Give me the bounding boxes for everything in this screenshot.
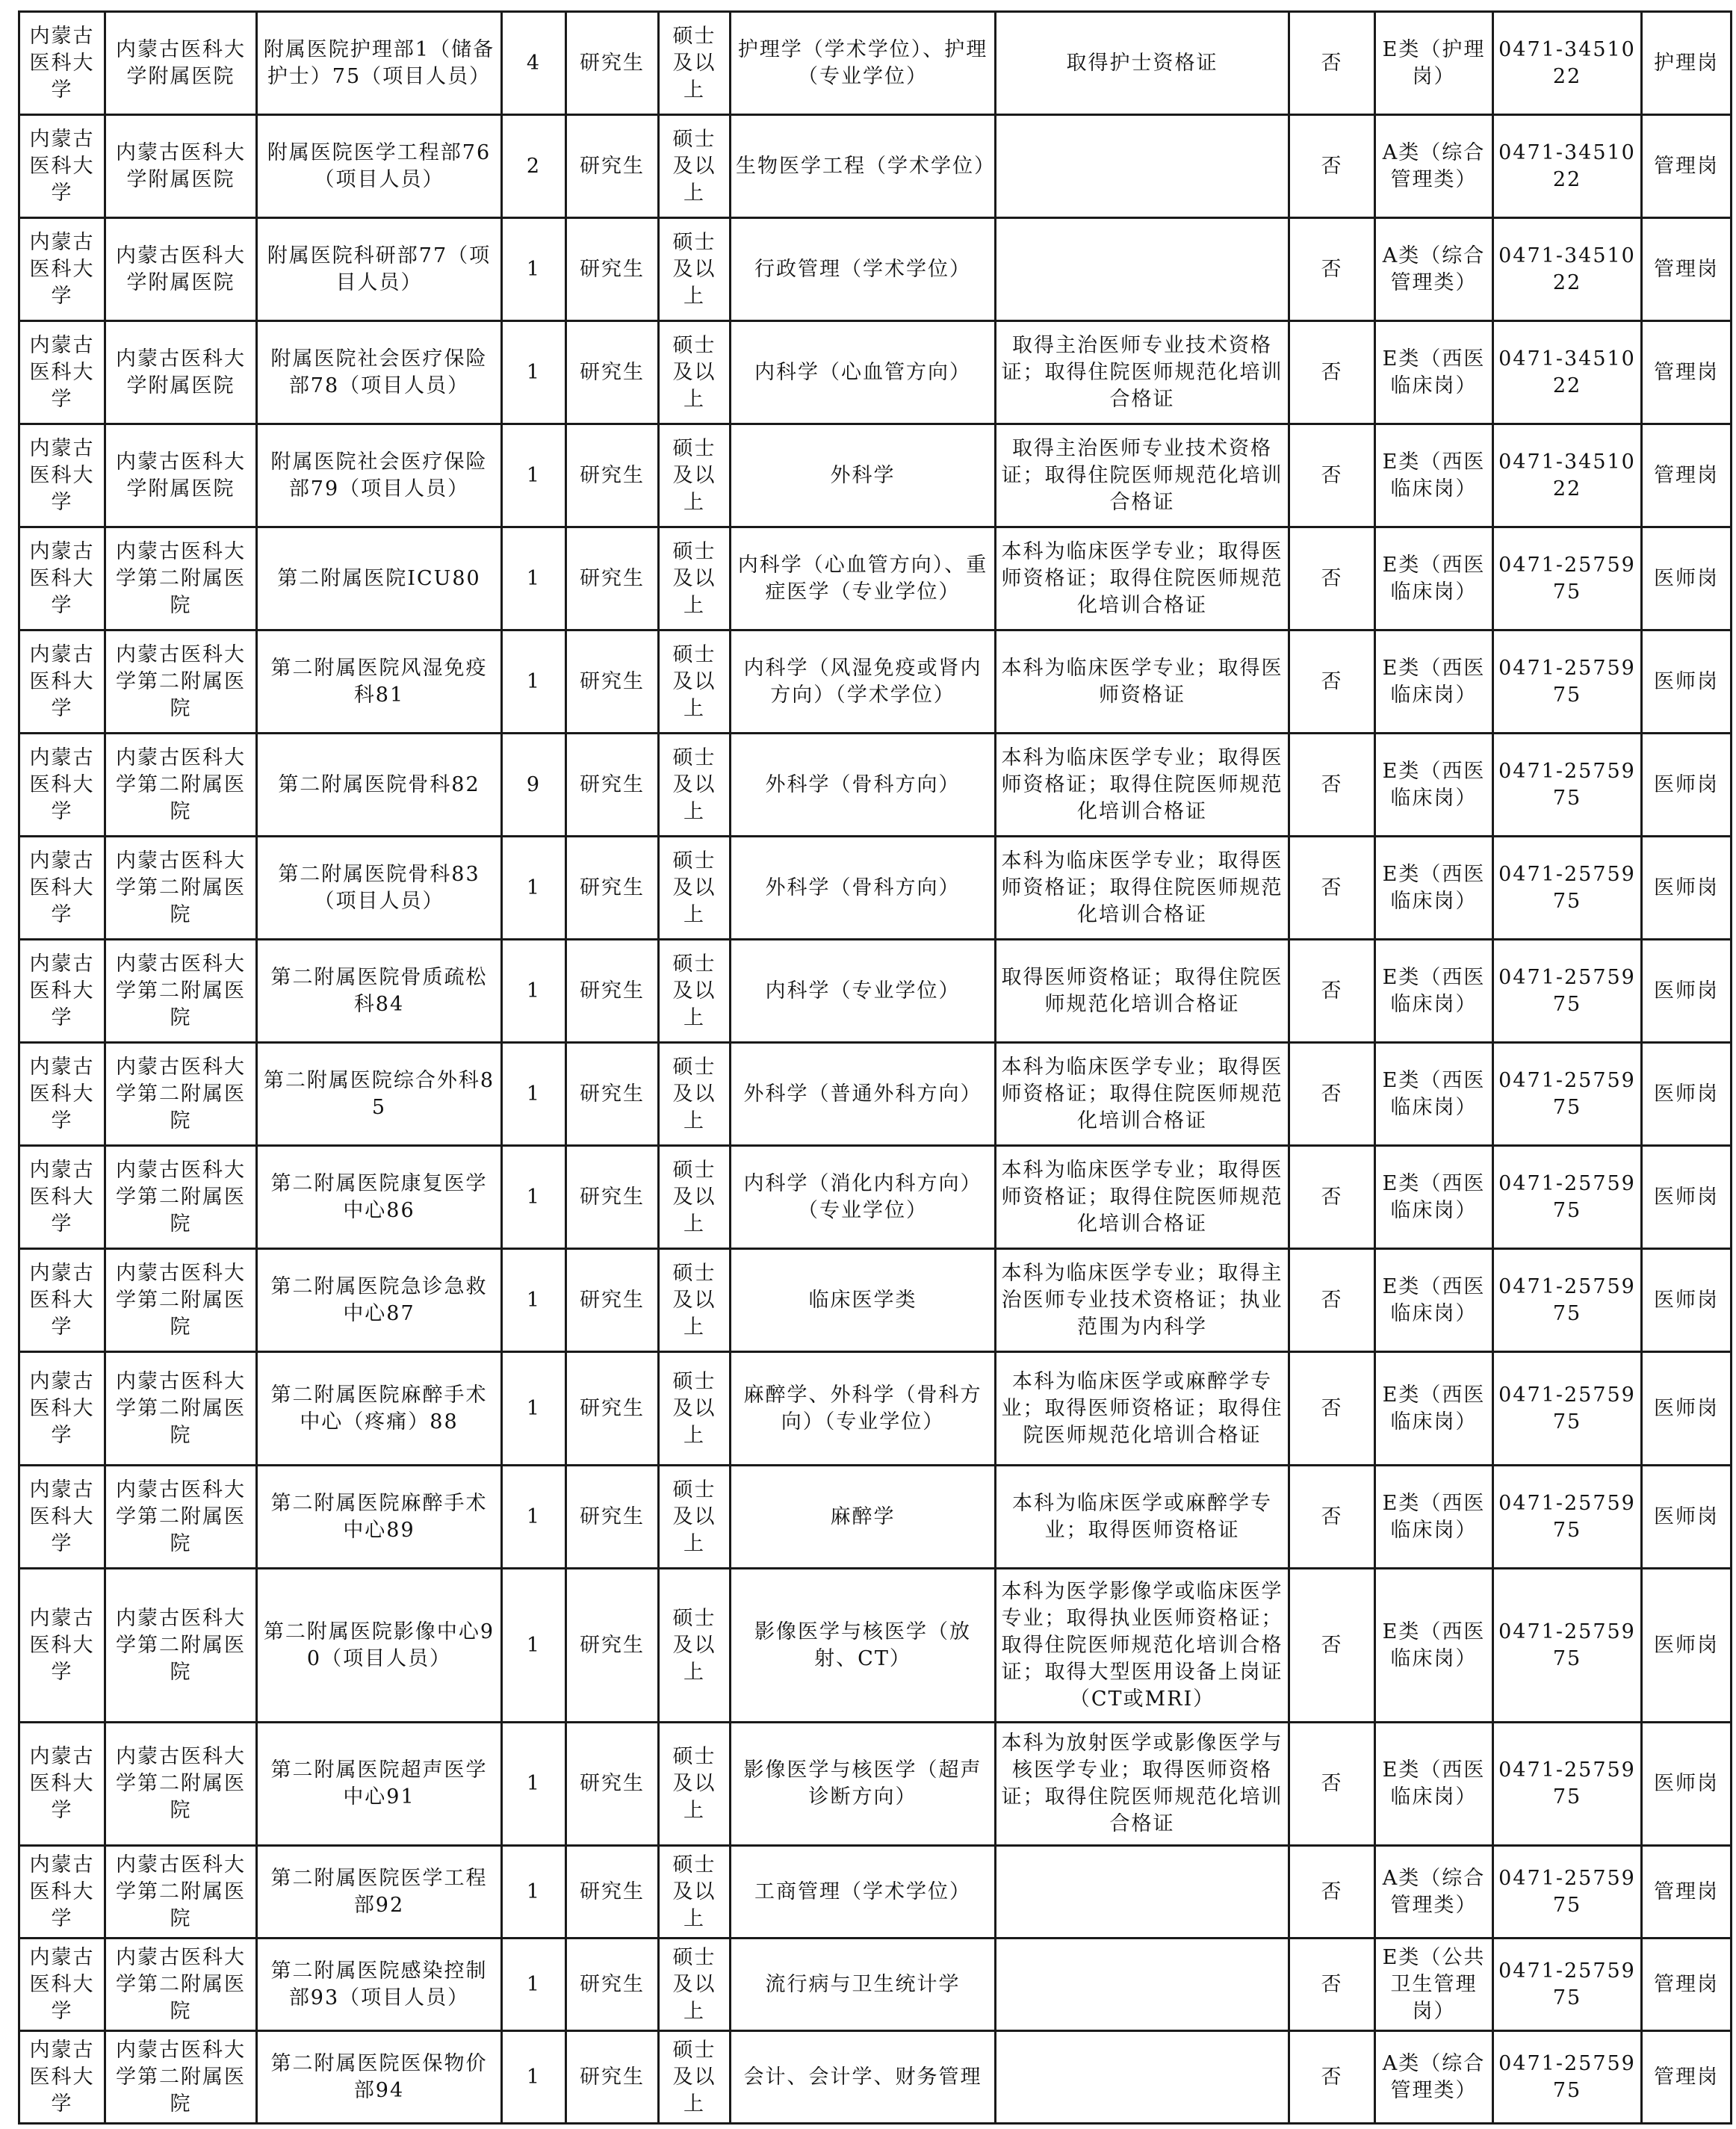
exam-category-cell: A类（综合管理类） [1375,1846,1493,1939]
headcount-cell: 1 [502,424,566,527]
phone-cell: 0471-2575975 [1493,1146,1642,1249]
unit-cell: 内蒙古医科大学 [19,734,105,837]
department-cell: 内蒙古医科大学第二附属医院 [105,1043,257,1146]
post-name-cell: 第二附属医院急诊急救中心87 [257,1249,502,1352]
headcount-cell: 1 [502,1043,566,1146]
fixed-term-cell: 否 [1289,1569,1375,1723]
headcount-cell: 1 [502,1846,566,1939]
headcount-cell: 1 [502,321,566,424]
exam-category-cell: E类（护理岗） [1375,12,1493,115]
unit-cell: 内蒙古医科大学 [19,1466,105,1569]
fixed-term-cell: 否 [1289,630,1375,734]
unit-cell: 内蒙古医科大学 [19,1043,105,1146]
fixed-term-cell: 否 [1289,1723,1375,1846]
department-cell: 内蒙古医科大学附属医院 [105,12,257,115]
education-cell: 研究生 [566,321,659,424]
post-name-cell: 第二附属医院医学工程部92 [257,1846,502,1939]
major-cell: 护理学（学术学位）、护理（专业学位） [731,12,996,115]
phone-cell: 0471-2575975 [1493,2031,1642,2124]
degree-cell: 硕士及以上 [659,12,731,115]
post-name-cell: 第二附属医院麻醉手术中心89 [257,1466,502,1569]
post-type-cell: 医师岗 [1642,527,1732,630]
post-type-cell: 医师岗 [1642,734,1732,837]
department-cell: 内蒙古医科大学第二附属医院 [105,630,257,734]
unit-cell: 内蒙古医科大学 [19,1146,105,1249]
phone-cell: 0471-2575975 [1493,1939,1642,2031]
table-row [19,1846,1732,1939]
other-requirements-cell [996,1846,1289,1939]
department-cell: 内蒙古医科大学附属医院 [105,424,257,527]
phone-cell: 0471-3451022 [1493,424,1642,527]
education-cell: 研究生 [566,115,659,218]
headcount-cell: 1 [502,527,566,630]
post-type-cell: 医师岗 [1642,1466,1732,1569]
headcount-cell: 2 [502,115,566,218]
exam-category-cell: A类（综合管理类） [1375,115,1493,218]
department-cell: 内蒙古医科大学第二附属医院 [105,1466,257,1569]
table-row [19,1146,1732,1249]
education-cell: 研究生 [566,630,659,734]
major-cell: 外科学（骨科方向） [731,734,996,837]
fixed-term-cell: 否 [1289,1939,1375,2031]
headcount-cell: 1 [502,1352,566,1466]
unit-cell: 内蒙古医科大学 [19,1249,105,1352]
other-requirements-cell: 本科为临床医学或麻醉学专业；取得医师资格证；取得住院医师规范化培训合格证 [996,1352,1289,1466]
job-posting-table [18,10,1732,2125]
department-cell: 内蒙古医科大学第二附属医院 [105,1569,257,1723]
department-cell: 内蒙古医科大学附属医院 [105,218,257,321]
post-type-cell: 医师岗 [1642,630,1732,734]
exam-category-cell: E类（西医临床岗） [1375,527,1493,630]
major-cell: 内科学（心血管方向） [731,321,996,424]
table-row [19,321,1732,424]
degree-cell: 硕士及以上 [659,837,731,940]
table-row [19,12,1732,115]
phone-cell: 0471-2575975 [1493,1466,1642,1569]
post-type-cell: 医师岗 [1642,1146,1732,1249]
other-requirements-cell: 本科为医学影像学或临床医学专业；取得执业医师资格证；取得住院医师规范化培训合格证；取得大型医用设备上岗证（CT或MRI） [996,1569,1289,1723]
other-requirements-cell: 本科为临床医学专业；取得医师资格证；取得住院医师规范化培训合格证 [996,1146,1289,1249]
unit-cell: 内蒙古医科大学 [19,1723,105,1846]
major-cell: 行政管理（学术学位） [731,218,996,321]
other-requirements-cell: 本科为临床医学专业；取得医师资格证；取得住院医师规范化培训合格证 [996,527,1289,630]
fixed-term-cell: 否 [1289,1846,1375,1939]
phone-cell: 0471-3451022 [1493,321,1642,424]
table-row [19,630,1732,734]
headcount-cell: 1 [502,1723,566,1846]
department-cell: 内蒙古医科大学第二附属医院 [105,2031,257,2124]
post-type-cell: 医师岗 [1642,1043,1732,1146]
table-row [19,424,1732,527]
degree-cell: 硕士及以上 [659,1939,731,2031]
department-cell: 内蒙古医科大学第二附属医院 [105,1723,257,1846]
unit-cell: 内蒙古医科大学 [19,940,105,1043]
post-name-cell: 附属医院社会医疗保险部78（项目人员） [257,321,502,424]
major-cell: 麻醉学 [731,1466,996,1569]
exam-category-cell: E类（西医临床岗） [1375,1466,1493,1569]
major-cell: 内科学（消化内科方向）（专业学位） [731,1146,996,1249]
post-name-cell: 第二附属医院综合外科85 [257,1043,502,1146]
exam-category-cell: E类（西医临床岗） [1375,1723,1493,1846]
fixed-term-cell: 否 [1289,1146,1375,1249]
fixed-term-cell: 否 [1289,218,1375,321]
fixed-term-cell: 否 [1289,1466,1375,1569]
education-cell: 研究生 [566,940,659,1043]
post-type-cell: 管理岗 [1642,424,1732,527]
post-type-cell: 管理岗 [1642,1846,1732,1939]
phone-cell: 0471-2575975 [1493,1569,1642,1723]
degree-cell: 硕士及以上 [659,527,731,630]
post-type-cell: 医师岗 [1642,1569,1732,1723]
post-type-cell: 医师岗 [1642,1723,1732,1846]
fixed-term-cell: 否 [1289,321,1375,424]
post-name-cell: 第二附属医院超声医学中心91 [257,1723,502,1846]
major-cell: 外科学（骨科方向） [731,837,996,940]
other-requirements-cell: 取得医师资格证；取得住院医师规范化培训合格证 [996,940,1289,1043]
education-cell: 研究生 [566,1352,659,1466]
other-requirements-cell: 取得主治医师专业技术资格证；取得住院医师规范化培训合格证 [996,424,1289,527]
education-cell: 研究生 [566,837,659,940]
other-requirements-cell: 本科为临床医学专业；取得医师资格证；取得住院医师规范化培训合格证 [996,1043,1289,1146]
degree-cell: 硕士及以上 [659,1043,731,1146]
exam-category-cell: E类（西医临床岗） [1375,321,1493,424]
post-name-cell: 附属医院社会医疗保险部79（项目人员） [257,424,502,527]
phone-cell: 0471-3451022 [1493,218,1642,321]
table-row [19,1939,1732,2031]
table-row [19,527,1732,630]
unit-cell: 内蒙古医科大学 [19,1846,105,1939]
degree-cell: 硕士及以上 [659,734,731,837]
fixed-term-cell: 否 [1289,940,1375,1043]
post-name-cell: 第二附属医院医保物价部94 [257,2031,502,2124]
department-cell: 内蒙古医科大学第二附属医院 [105,1939,257,2031]
other-requirements-cell [996,115,1289,218]
exam-category-cell: E类（西医临床岗） [1375,940,1493,1043]
major-cell: 工商管理（学术学位） [731,1846,996,1939]
other-requirements-cell: 本科为临床医学专业；取得医师资格证；取得住院医师规范化培训合格证 [996,837,1289,940]
post-name-cell: 附属医院护理部1（储备护士）75（项目人员） [257,12,502,115]
phone-cell: 0471-2575975 [1493,527,1642,630]
degree-cell: 硕士及以上 [659,218,731,321]
major-cell: 内科学（风湿免疫或肾内方向）（学术学位） [731,630,996,734]
department-cell: 内蒙古医科大学第二附属医院 [105,734,257,837]
unit-cell: 内蒙古医科大学 [19,1939,105,2031]
education-cell: 研究生 [566,1466,659,1569]
phone-cell: 0471-2575975 [1493,1043,1642,1146]
exam-category-cell: E类（西医临床岗） [1375,734,1493,837]
exam-category-cell: A类（综合管理类） [1375,218,1493,321]
headcount-cell: 1 [502,1249,566,1352]
post-type-cell: 医师岗 [1642,940,1732,1043]
post-type-cell: 管理岗 [1642,321,1732,424]
unit-cell: 内蒙古医科大学 [19,837,105,940]
major-cell: 会计、会计学、财务管理 [731,2031,996,2124]
phone-cell: 0471-2575975 [1493,1249,1642,1352]
unit-cell: 内蒙古医科大学 [19,527,105,630]
fixed-term-cell: 否 [1289,424,1375,527]
table-row [19,218,1732,321]
degree-cell: 硕士及以上 [659,1569,731,1723]
table-body [19,12,1732,2124]
unit-cell: 内蒙古医科大学 [19,1352,105,1466]
department-cell: 内蒙古医科大学附属医院 [105,321,257,424]
phone-cell: 0471-2575975 [1493,940,1642,1043]
degree-cell: 硕士及以上 [659,1846,731,1939]
headcount-cell: 1 [502,1146,566,1249]
phone-cell: 0471-2575975 [1493,1352,1642,1466]
degree-cell: 硕士及以上 [659,1466,731,1569]
unit-cell: 内蒙古医科大学 [19,12,105,115]
headcount-cell: 1 [502,940,566,1043]
table-row [19,1043,1732,1146]
education-cell: 研究生 [566,424,659,527]
table-row [19,940,1732,1043]
exam-category-cell: E类（西医临床岗） [1375,1352,1493,1466]
education-cell: 研究生 [566,12,659,115]
exam-category-cell: E类（西医临床岗） [1375,424,1493,527]
degree-cell: 硕士及以上 [659,1723,731,1846]
unit-cell: 内蒙古医科大学 [19,115,105,218]
post-type-cell: 管理岗 [1642,2031,1732,2124]
unit-cell: 内蒙古医科大学 [19,2031,105,2124]
headcount-cell: 1 [502,1466,566,1569]
department-cell: 内蒙古医科大学第二附属医院 [105,940,257,1043]
exam-category-cell: E类（西医临床岗） [1375,1249,1493,1352]
post-name-cell: 第二附属医院康复医学中心86 [257,1146,502,1249]
department-cell: 内蒙古医科大学第二附属医院 [105,527,257,630]
fixed-term-cell: 否 [1289,734,1375,837]
degree-cell: 硕士及以上 [659,115,731,218]
fixed-term-cell: 否 [1289,12,1375,115]
phone-cell: 0471-3451022 [1493,12,1642,115]
degree-cell: 硕士及以上 [659,940,731,1043]
post-type-cell: 管理岗 [1642,1939,1732,2031]
other-requirements-cell: 取得护士资格证 [996,12,1289,115]
headcount-cell: 1 [502,218,566,321]
fixed-term-cell: 否 [1289,1352,1375,1466]
other-requirements-cell: 本科为放射医学或影像医学与核医学专业；取得医师资格证；取得住院医师规范化培训合格证 [996,1723,1289,1846]
phone-cell: 0471-2575975 [1493,837,1642,940]
education-cell: 研究生 [566,527,659,630]
table-row [19,2031,1732,2124]
major-cell: 生物医学工程（学术学位） [731,115,996,218]
headcount-cell: 1 [502,1569,566,1723]
phone-cell: 0471-2575975 [1493,1723,1642,1846]
other-requirements-cell [996,218,1289,321]
education-cell: 研究生 [566,1846,659,1939]
fixed-term-cell: 否 [1289,1043,1375,1146]
post-name-cell: 第二附属医院骨质疏松科84 [257,940,502,1043]
other-requirements-cell: 本科为临床医学或麻醉学专业；取得医师资格证 [996,1466,1289,1569]
department-cell: 内蒙古医科大学附属医院 [105,115,257,218]
post-name-cell: 第二附属医院风湿免疫科81 [257,630,502,734]
unit-cell: 内蒙古医科大学 [19,321,105,424]
post-type-cell: 医师岗 [1642,837,1732,940]
exam-category-cell: E类（西医临床岗） [1375,1569,1493,1723]
degree-cell: 硕士及以上 [659,2031,731,2124]
unit-cell: 内蒙古医科大学 [19,630,105,734]
department-cell: 内蒙古医科大学第二附属医院 [105,1846,257,1939]
other-requirements-cell [996,1939,1289,2031]
headcount-cell: 1 [502,1939,566,2031]
headcount-cell: 1 [502,837,566,940]
education-cell: 研究生 [566,734,659,837]
fixed-term-cell: 否 [1289,115,1375,218]
phone-cell: 0471-2575975 [1493,734,1642,837]
degree-cell: 硕士及以上 [659,1352,731,1466]
other-requirements-cell: 取得主治医师专业技术资格证；取得住院医师规范化培训合格证 [996,321,1289,424]
post-name-cell: 第二附属医院感染控制部93（项目人员） [257,1939,502,2031]
fixed-term-cell: 否 [1289,1249,1375,1352]
other-requirements-cell [996,2031,1289,2124]
major-cell: 影像医学与核医学（超声诊断方向） [731,1723,996,1846]
exam-category-cell: E类（西医临床岗） [1375,1043,1493,1146]
education-cell: 研究生 [566,1146,659,1249]
headcount-cell: 9 [502,734,566,837]
fixed-term-cell: 否 [1289,527,1375,630]
headcount-cell: 4 [502,12,566,115]
education-cell: 研究生 [566,1723,659,1846]
education-cell: 研究生 [566,218,659,321]
education-cell: 研究生 [566,2031,659,2124]
major-cell: 影像医学与核医学（放射、CT） [731,1569,996,1723]
exam-category-cell: E类（西医临床岗） [1375,630,1493,734]
major-cell: 外科学 [731,424,996,527]
other-requirements-cell: 本科为临床医学专业；取得医师资格证；取得住院医师规范化培训合格证 [996,734,1289,837]
department-cell: 内蒙古医科大学第二附属医院 [105,837,257,940]
post-name-cell: 第二附属医院骨科83（项目人员） [257,837,502,940]
post-type-cell: 护理岗 [1642,12,1732,115]
education-cell: 研究生 [566,1569,659,1723]
degree-cell: 硕士及以上 [659,1146,731,1249]
post-name-cell: 第二附属医院影像中心90（项目人员） [257,1569,502,1723]
post-name-cell: 第二附属医院ICU80 [257,527,502,630]
degree-cell: 硕士及以上 [659,321,731,424]
post-name-cell: 附属医院科研部77（项目人员） [257,218,502,321]
degree-cell: 硕士及以上 [659,1249,731,1352]
table-row [19,1249,1732,1352]
exam-category-cell: E类（公共卫生管理岗） [1375,1939,1493,2031]
headcount-cell: 1 [502,2031,566,2124]
unit-cell: 内蒙古医科大学 [19,1569,105,1723]
table-row [19,1723,1732,1846]
degree-cell: 硕士及以上 [659,630,731,734]
unit-cell: 内蒙古医科大学 [19,424,105,527]
phone-cell: 0471-3451022 [1493,115,1642,218]
department-cell: 内蒙古医科大学第二附属医院 [105,1352,257,1466]
department-cell: 内蒙古医科大学第二附属医院 [105,1249,257,1352]
post-name-cell: 附属医院医学工程部76（项目人员） [257,115,502,218]
table-row [19,1466,1732,1569]
major-cell: 流行病与卫生统计学 [731,1939,996,2031]
other-requirements-cell: 本科为临床医学专业；取得主治医师专业技术资格证；执业范围为内科学 [996,1249,1289,1352]
education-cell: 研究生 [566,1043,659,1146]
degree-cell: 硕士及以上 [659,424,731,527]
post-type-cell: 管理岗 [1642,218,1732,321]
post-type-cell: 医师岗 [1642,1249,1732,1352]
headcount-cell: 1 [502,630,566,734]
major-cell: 麻醉学、外科学（骨科方向）（专业学位） [731,1352,996,1466]
post-type-cell: 医师岗 [1642,1352,1732,1466]
post-name-cell: 第二附属医院骨科82 [257,734,502,837]
other-requirements-cell: 本科为临床医学专业；取得医师资格证 [996,630,1289,734]
post-name-cell: 第二附属医院麻醉手术中心（疼痛）88 [257,1352,502,1466]
unit-cell: 内蒙古医科大学 [19,218,105,321]
table-row [19,115,1732,218]
table-row [19,1569,1732,1723]
major-cell: 内科学（专业学位） [731,940,996,1043]
table-row [19,1352,1732,1466]
fixed-term-cell: 否 [1289,2031,1375,2124]
major-cell: 内科学（心血管方向）、重症医学（专业学位） [731,527,996,630]
education-cell: 研究生 [566,1939,659,2031]
phone-cell: 0471-2575975 [1493,1846,1642,1939]
fixed-term-cell: 否 [1289,837,1375,940]
education-cell: 研究生 [566,1249,659,1352]
major-cell: 临床医学类 [731,1249,996,1352]
exam-category-cell: E类（西医临床岗） [1375,1146,1493,1249]
post-type-cell: 管理岗 [1642,115,1732,218]
exam-category-cell: A类（综合管理类） [1375,2031,1493,2124]
table-row [19,837,1732,940]
exam-category-cell: E类（西医临床岗） [1375,837,1493,940]
major-cell: 外科学（普通外科方向） [731,1043,996,1146]
department-cell: 内蒙古医科大学第二附属医院 [105,1146,257,1249]
phone-cell: 0471-2575975 [1493,630,1642,734]
table-row [19,734,1732,837]
